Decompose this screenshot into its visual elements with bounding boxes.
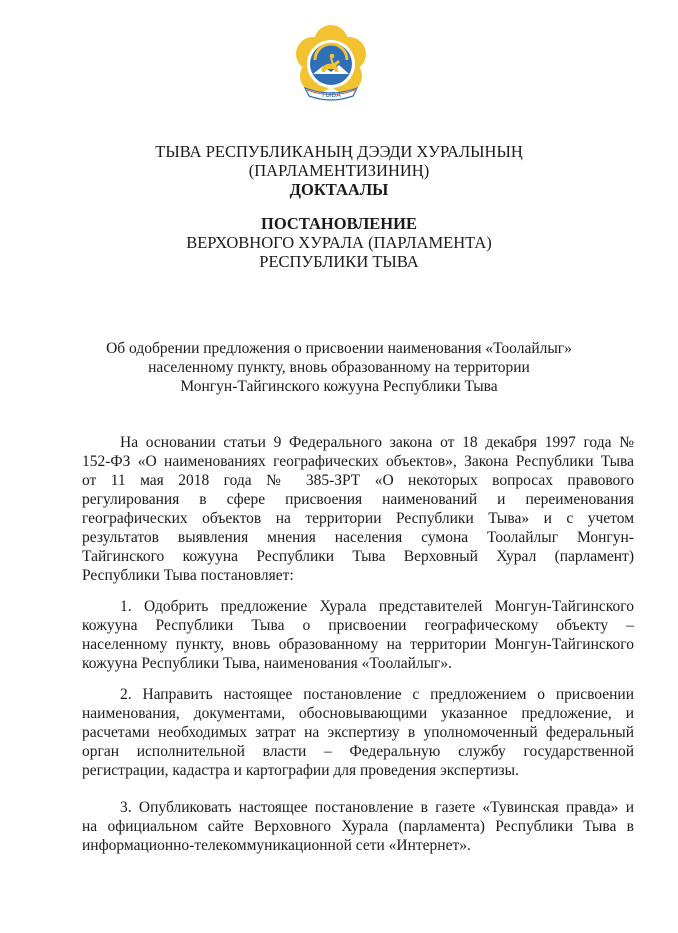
document-title bbox=[0, 339, 678, 396]
item-2-line: регистрации, кадастра и картографии для проведения экспертизы. bbox=[82, 762, 519, 779]
item-3-line: 3. Опубликовать настоящее постановление в газете «Тувинская правда» и bbox=[120, 799, 634, 816]
header-russian-line3: РЕСПУБЛИКИ ТЫВА bbox=[259, 252, 419, 271]
item-1-line: кожууна Республики Тыва о присвоении географическому объекту – bbox=[82, 617, 634, 634]
item-2-line: 2. Направить настоящее постановление с предложением о присвоении bbox=[120, 686, 634, 703]
item-3-paragraph bbox=[82, 798, 634, 855]
item-3-line: информационно-телекоммуникационной сети «Интернет». bbox=[82, 837, 471, 854]
intro-line: географических объектов на территории Республики Тыва» и с учетом bbox=[82, 510, 634, 527]
item-1-paragraph bbox=[82, 597, 634, 673]
item-2-line: наименования, документами, обосновывающими указанное предложение, и bbox=[82, 705, 634, 722]
tyva-emblem-icon bbox=[293, 22, 369, 114]
intro-line: регулирования в сфере присвоения наименований и переименования bbox=[82, 491, 634, 508]
intro-line: от 11 мая 2018 года № 385-ЗРТ «О некоторых вопросах правового bbox=[82, 472, 634, 489]
item-2-paragraph bbox=[82, 685, 634, 780]
item-1-line: 1. Одобрить предложение Хурала представителей Монгун-Тайгинского bbox=[120, 598, 634, 615]
intro-line: Республики Тыва постановляет: bbox=[82, 567, 294, 584]
emblem-ribbon-text: ТЫВА bbox=[320, 91, 342, 99]
header-russian bbox=[0, 214, 678, 271]
intro-line: На основании статьи 9 Федерального закона от 18 декабря 1997 года № bbox=[120, 434, 634, 451]
item-1-line: кожууна Республики Тыва, наименования «Тоолайлыг». bbox=[82, 655, 453, 672]
intro-line: результатов выявления мнения населения сумона Тоолайлыг Монгун- bbox=[82, 529, 634, 546]
header-tuvan bbox=[0, 142, 678, 199]
title-line2: населенному пункту, вновь образованному на территории bbox=[148, 359, 530, 376]
header-tuvan-line2: (ПАРЛАМЕНТИЗИНИҢ) bbox=[248, 161, 430, 180]
header-tuvan-line1: ТЫВА РЕСПУБЛИКАНЫҢ ДЭЭДИ ХУРАЛЫНЫҢ bbox=[155, 142, 523, 161]
intro-line: 152-ФЗ «О наименованиях географических объектов», Закона Республики Тыва bbox=[82, 453, 634, 470]
title-line1: Об одобрении предложения о присвоении наименования «Тоолайлыг» bbox=[106, 340, 572, 357]
item-3-line: на официальном сайте Верховного Хурала (парламента) Республики Тыва в bbox=[82, 818, 634, 835]
intro-paragraph bbox=[82, 433, 634, 585]
header-tuvan-line3: ДОКТААЛЫ bbox=[289, 180, 389, 199]
item-1-line: населенному пункту, вновь образованному на территории Монгун-Тайгинского bbox=[82, 636, 634, 653]
title-line3: Монгун-Тайгинского кожууна Республики Тыва bbox=[180, 378, 498, 395]
item-2-line: расчетами необходимых затрат на экспертизу в уполномоченный федеральный bbox=[82, 724, 634, 741]
item-2-line: орган исполнительной власти – Федеральную службу государственной bbox=[82, 743, 634, 760]
intro-line: Тайгинского кожууна Республики Тыва Верховный Хурал (парламент) bbox=[82, 548, 634, 565]
header-russian-line1: ПОСТАНОВЛЕНИЕ bbox=[261, 214, 417, 233]
header-russian-line2: ВЕРХОВНОГО ХУРАЛА (ПАРЛАМЕНТА) bbox=[186, 233, 492, 252]
